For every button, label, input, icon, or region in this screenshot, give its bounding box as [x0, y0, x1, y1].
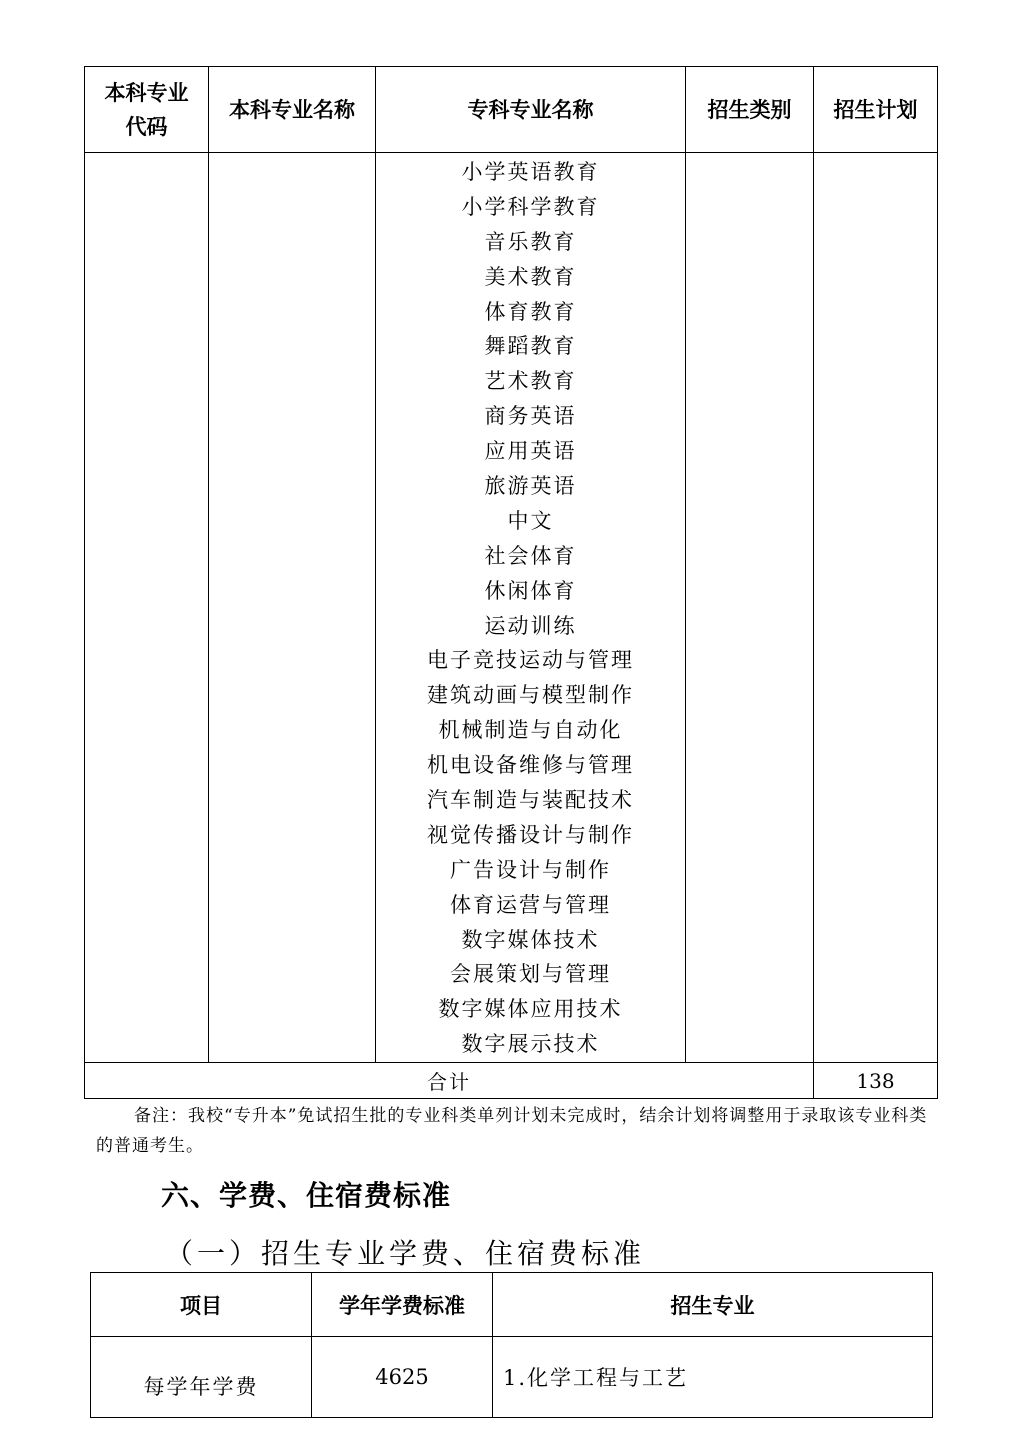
junior-major-item: 小学英语教育: [461, 160, 600, 184]
enrollment-plan-table: [84, 66, 938, 1099]
plan-cell: [814, 153, 938, 1063]
header-majors: 招生专业: [493, 1273, 933, 1337]
table-row: [85, 153, 938, 1063]
junior-major-item: 数字媒体技术: [461, 927, 600, 952]
junior-major-item: 商务英语: [484, 404, 577, 429]
header-plan: 招生计划: [814, 67, 938, 153]
table-note: 备注：我校“专升本”免试招生批的专业科类单列计划未完成时，结余计划将调整用于录取该专业科类的普通考生。: [96, 1106, 928, 1156]
tuition-header-row: [91, 1273, 933, 1337]
fee-major-cell: 1.化学工程与工艺: [493, 1337, 933, 1418]
header-category: 招生类别: [686, 67, 814, 153]
total-row: [85, 1063, 938, 1099]
table-row: [91, 1337, 933, 1418]
junior-major-item: 应用英语: [484, 439, 577, 464]
junior-major-item: 音乐教育: [484, 229, 577, 254]
section-heading: 六、学费、住宿费标准: [161, 1179, 452, 1212]
total-value: 138: [814, 1063, 938, 1099]
junior-major-item: 数字媒体应用技术: [438, 997, 623, 1022]
junior-major-item: 社会体育: [484, 543, 577, 568]
total-label: 合计: [85, 1063, 814, 1099]
junior-major-item: 广告设计与制作: [450, 857, 611, 882]
junior-major-item: 电子竞技运动与管理: [427, 648, 634, 673]
undergrad-name-cell: [209, 153, 376, 1063]
header-undergrad-code: 本科专业 代码: [85, 67, 209, 153]
junior-major-item: 小学科学教育: [461, 194, 600, 219]
header-standard: 学年学费标准: [312, 1273, 493, 1337]
junior-majors-cell: [376, 153, 686, 1063]
header-undergrad-name: 本科专业名称: [209, 67, 376, 153]
junior-major-item: 艺术教育: [484, 369, 577, 394]
junior-major-item: 会展策划与管理: [450, 962, 611, 987]
junior-major-item: 体育运营与管理: [450, 892, 611, 917]
subsection-heading: （一）招生专业学费、住宿费标准: [165, 1237, 646, 1270]
junior-major-item: 数字展示技术: [461, 1032, 600, 1057]
junior-major-item: 运动训练: [484, 613, 577, 638]
junior-major-item: 旅游英语: [484, 474, 577, 499]
junior-major-item: 休闲体育: [484, 578, 577, 603]
table-header-row: [85, 67, 938, 153]
tuition-table: [90, 1272, 933, 1418]
junior-major-item: 美术教育: [484, 264, 577, 289]
fee-item-cell: 每学年学费: [91, 1337, 312, 1418]
junior-major-item: 建筑动画与模型制作: [427, 683, 634, 708]
junior-major-item: 舞蹈教育: [484, 334, 577, 359]
header-item: 项目: [91, 1273, 312, 1337]
junior-major-item: 视觉传播设计与制作: [427, 822, 634, 847]
junior-major-item: 机电设备维修与管理: [427, 753, 634, 778]
undergrad-code-cell: [85, 153, 209, 1063]
header-junior-name: 专科专业名称: [376, 67, 686, 153]
fee-value-cell: 4625: [312, 1337, 493, 1418]
junior-major-item: 机械制造与自动化: [438, 718, 623, 743]
category-cell: [686, 153, 814, 1063]
junior-major-item: 汽车制造与装配技术: [427, 788, 634, 813]
junior-major-item: 体育教育: [484, 299, 577, 324]
junior-major-item: 中文: [507, 508, 554, 533]
